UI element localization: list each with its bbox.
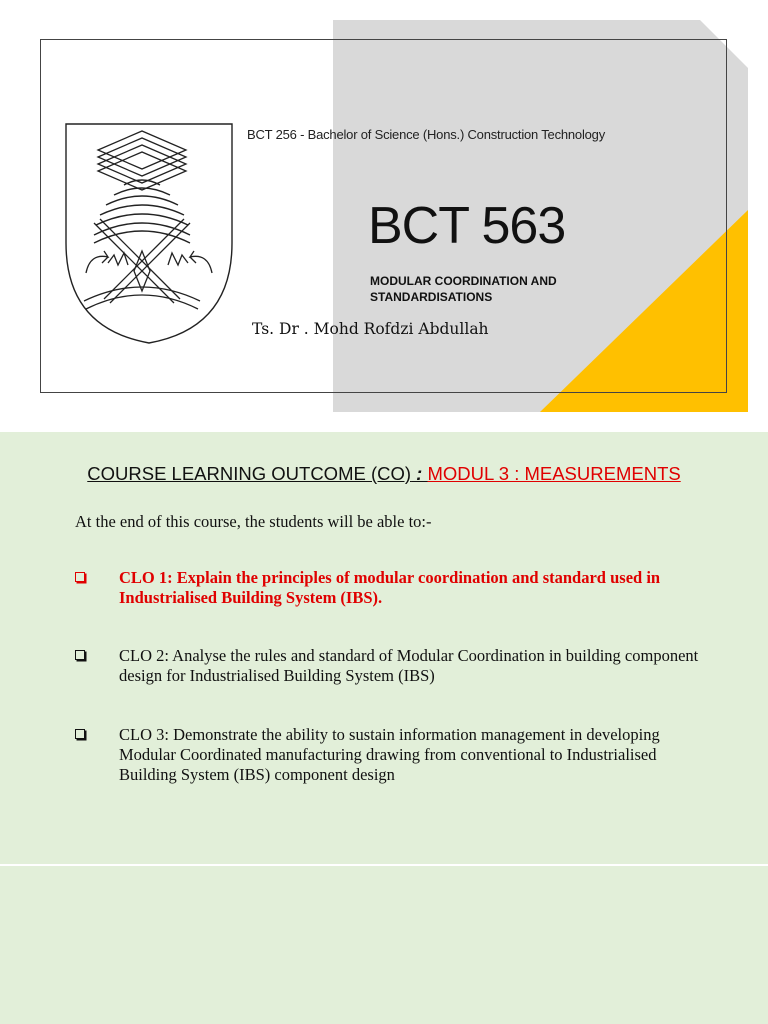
course-name: MODULAR COORDINATION AND STANDARDISATIONS [370,274,557,304]
checkbox-bullet-icon [75,650,85,660]
clo-item-1 [75,568,715,608]
intro-text: At the end of this course, the students will be able to:- [75,512,432,531]
clo-item-3 [75,725,715,785]
checkbox-bullet-icon [75,729,85,739]
clo-item-2 [75,646,715,686]
learning-outcome-slide [0,432,768,864]
lecturer-name: Ts. Dr . Mohd Rofdzi Abdullah [252,320,489,338]
course-code: BCT 563 [368,197,566,255]
title-module: MODUL 3 : MEASUREMENTS [427,463,681,484]
title-slide [0,0,768,432]
clo-text: CLO 2: Analyse the rules and standard of Modular Coordination in building component design for Industrialised Building System (IBS) [119,646,699,685]
program-title: BCT 256 - Bachelor of Science (Hons.) Construction Technology [247,127,606,142]
slide-title [0,463,768,485]
title-course-outcome: COURSE LEARNING OUTCOME (CO) [87,463,412,484]
title-separator: : [411,463,428,484]
checkbox-bullet-icon [75,572,85,582]
next-slide [0,866,768,1024]
university-crest-icon [64,123,234,345]
clo-text: CLO 3: Demonstrate the ability to sustain information management in developing Modular Coordinated manufacturing drawing from conventional to Industrialised Building System (IBS) component design [119,725,660,784]
clo-text: CLO 1: Explain the principles of modular coordination and standard used in Industrialised Building System (IBS). [119,568,661,607]
